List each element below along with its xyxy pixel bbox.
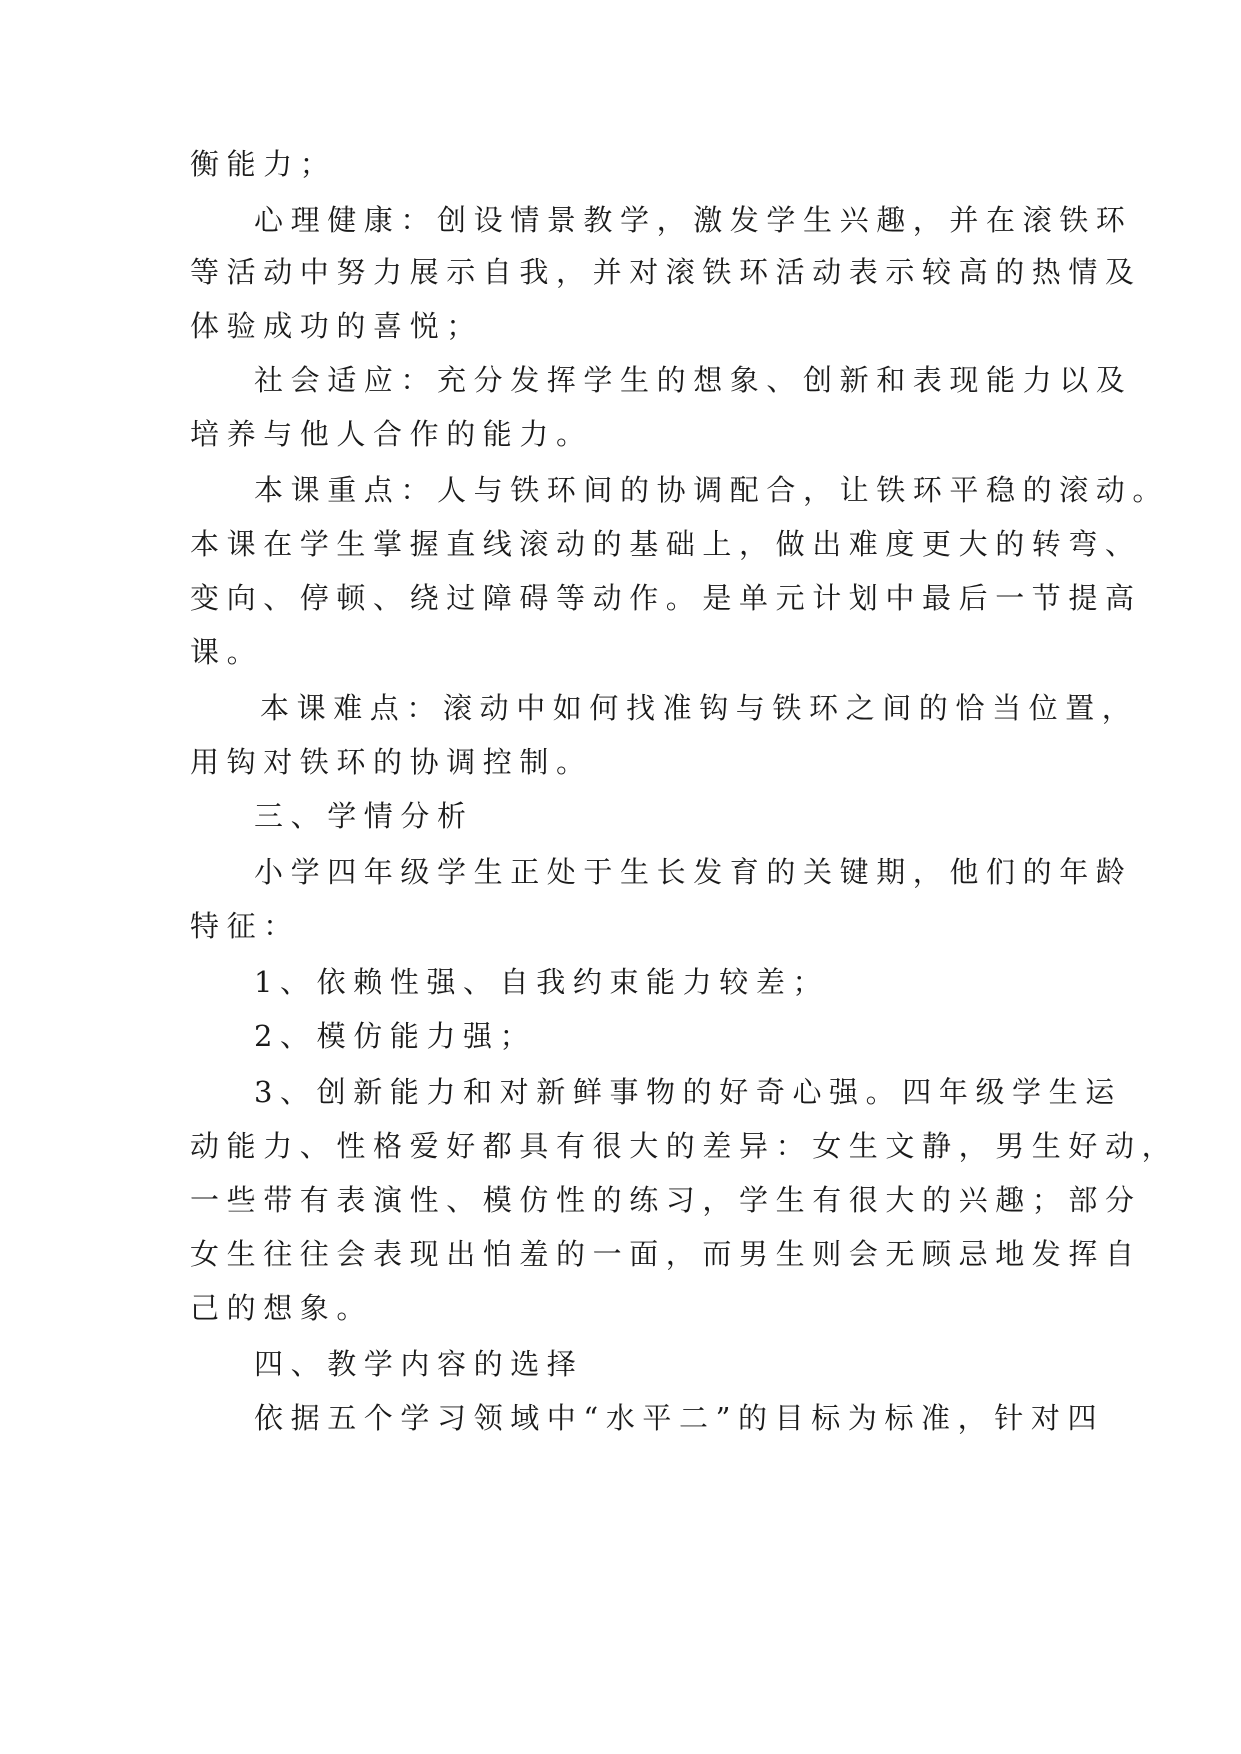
text-line: 心理健康：创设情景教学，激发学生兴趣，并在滚铁环 bbox=[254, 203, 1133, 237]
text-line: 本课在学生掌握直线滚动的基础上，做出难度更大的转弯、 bbox=[190, 527, 1142, 561]
text-line: 体验成功的喜悦； bbox=[190, 309, 483, 343]
section-heading: 三、学情分析 bbox=[254, 799, 474, 833]
list-item: 2、模仿能力强； bbox=[254, 1019, 537, 1053]
section-heading: 四、教学内容的选择 bbox=[254, 1347, 584, 1381]
list-item: 3、创新能力和对新鲜事物的好奇心强。四年级学生运 bbox=[254, 1075, 1122, 1109]
text-line: 特征： bbox=[190, 909, 300, 943]
text-line: 课。 bbox=[190, 635, 264, 669]
text-line: 变向、停顿、绕过障碍等动作。是单元计划中最后一节提高 bbox=[190, 581, 1142, 615]
text-line: 女生往往会表现出怕羞的一面，而男生则会无顾忌地发挥自 bbox=[190, 1237, 1142, 1271]
text-line: 己的想象。 bbox=[190, 1291, 374, 1325]
text-line: 一些带有表演性、模仿性的练习，学生有很大的兴趣；部分 bbox=[190, 1183, 1142, 1217]
text-line: 等活动中努力展示自我，并对滚铁环活动表示较高的热情及 bbox=[190, 255, 1142, 289]
text-line: 用钩对铁环的协调控制。 bbox=[190, 745, 593, 779]
text-line: 依据五个学习领域中“水平二”的目标为标准，针对四 bbox=[254, 1401, 1105, 1435]
list-item: 1、依赖性强、自我约束能力较差； bbox=[254, 965, 830, 999]
text-line: 培养与他人合作的能力。 bbox=[190, 417, 593, 451]
text-line: 动能力、性格爱好都具有很大的差异：女生文静，男生好动， bbox=[190, 1129, 1179, 1163]
text-line: 衡能力； bbox=[190, 147, 337, 181]
text-line: 社会适应：充分发挥学生的想象、创新和表现能力以及 bbox=[254, 363, 1133, 397]
text-line: 小学四年级学生正处于生长发育的关键期，他们的年龄 bbox=[254, 855, 1133, 889]
text-line: 本课难点：滚动中如何找准钩与铁环之间的恰当位置， bbox=[260, 691, 1139, 725]
text-line: 本课重点：人与铁环间的协调配合，让铁环平稳的滚动。 bbox=[254, 473, 1170, 507]
